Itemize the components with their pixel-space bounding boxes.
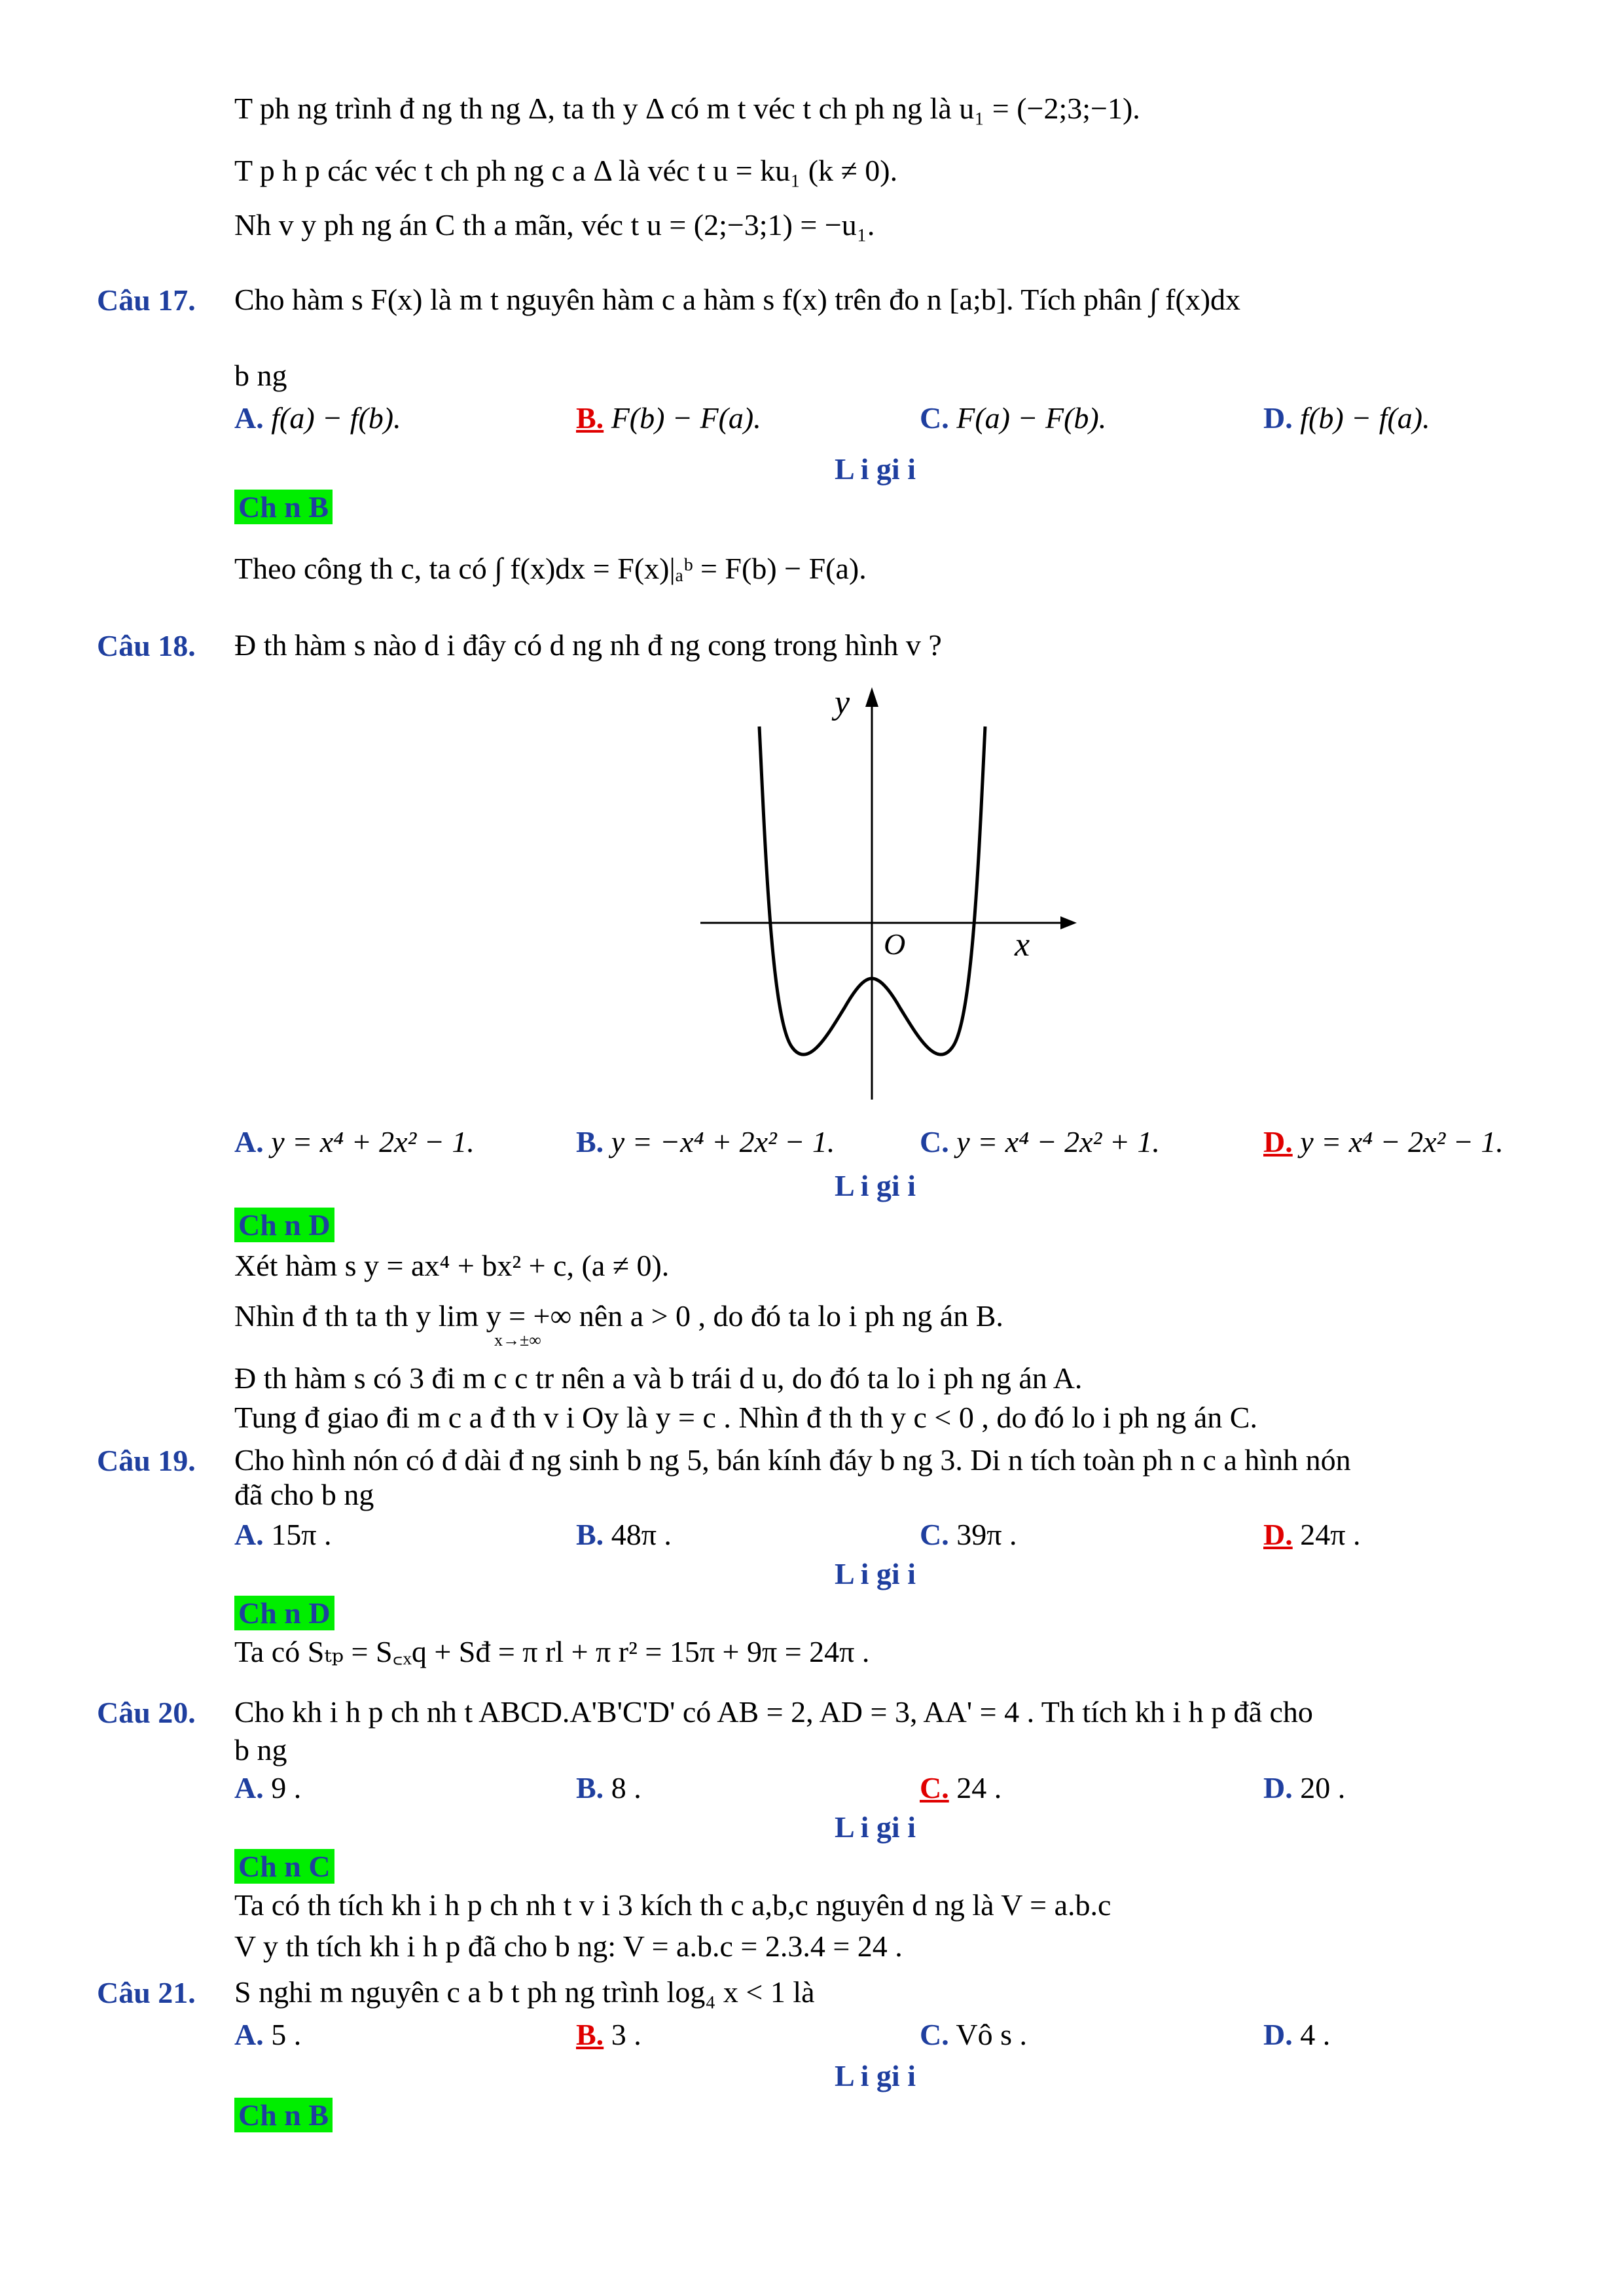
q17-explanation: Theo công th c, ta có ∫ f(x)dx = F(x)|ₐᵇ = F(b) − F(a). xyxy=(234,552,867,585)
option-key: D. xyxy=(1263,1771,1293,1804)
option-text: y = x⁴ + 2x² − 1. xyxy=(271,1125,475,1158)
q17-option-b xyxy=(576,401,761,435)
option-text: 48π . xyxy=(611,1518,672,1551)
question-20-text: Cho kh i h p ch nh t ABCD.A'B'C'D' có AB = 2, AD = 3, AA' = 4 . Th tích kh i h p đã cho xyxy=(234,1695,1313,1729)
q20-option-c xyxy=(920,1770,1001,1805)
q18-option-b xyxy=(576,1124,835,1159)
q21-option-a xyxy=(234,2017,301,2052)
option-key: D. xyxy=(1263,1125,1293,1158)
option-key: A. xyxy=(234,1771,264,1804)
intro-line-3: Nh v y ph ng án C th a mãn, véc t u = (2;−3;1) = −u₁. xyxy=(234,208,875,242)
q18-explanation-3: Đ th hàm s có 3 đi m c c tr nên a và b trái d u, do đó ta lo i ph ng án A. xyxy=(234,1361,1083,1395)
option-key: D. xyxy=(1263,401,1293,435)
q19-option-b xyxy=(576,1517,672,1552)
option-text: 3 . xyxy=(611,2018,641,2051)
q19-solution-heading: L i gi i xyxy=(835,1557,916,1590)
option-text: f(a) − f(b). xyxy=(271,401,401,435)
option-text: F(a) − F(b). xyxy=(956,401,1107,435)
q21-answer-badge: Ch n B xyxy=(234,2098,333,2132)
option-key: A. xyxy=(234,401,264,435)
q19-option-d xyxy=(1263,1517,1360,1552)
question-17-label: Câu 17. xyxy=(97,283,196,317)
y-axis-arrow xyxy=(865,687,878,707)
option-text: 24 . xyxy=(956,1771,1002,1804)
option-text: y = x⁴ − 2x² − 1. xyxy=(1300,1125,1504,1158)
option-text: y = x⁴ − 2x² + 1. xyxy=(956,1125,1160,1158)
question-19-label: Câu 19. xyxy=(97,1444,196,1477)
option-text: 24π . xyxy=(1300,1518,1361,1551)
q20-option-a xyxy=(234,1770,301,1805)
origin-label: O xyxy=(884,927,906,961)
q21-option-d xyxy=(1263,2017,1330,2052)
q19-explanation: Ta có Sₜₚ = S꜀ₓq + Sđ = π rl + π r² = 15π + 9π = 24π . xyxy=(234,1635,870,1668)
question-20-label: Câu 20. xyxy=(97,1696,196,1729)
option-key: B. xyxy=(576,401,604,435)
q20-option-b xyxy=(576,1770,641,1805)
q17-answer-badge: Ch n B xyxy=(234,490,333,524)
question-19-text: Cho hình nón có đ dài đ ng sinh b ng 5, bán kính đáy b ng 3. Di n tích toàn ph n c a hình nón xyxy=(234,1443,1351,1477)
option-text: 4 . xyxy=(1300,2018,1331,2051)
option-key: B. xyxy=(576,1771,604,1804)
option-key: A. xyxy=(234,2018,264,2051)
q18-solution-heading: L i gi i xyxy=(835,1169,916,1202)
question-21-text: S nghi m nguyên c a b t ph ng trình log₄ x < 1 là xyxy=(234,1975,815,2009)
option-text: y = −x⁴ + 2x² − 1. xyxy=(611,1125,835,1158)
y-axis-label: y xyxy=(835,684,850,721)
q17-option-d xyxy=(1263,401,1430,435)
question-17-text: Cho hàm s F(x) là m t nguyên hàm c a hàm s f(x) trên đo n [a;b]. Tích phân ∫ f(x)dx xyxy=(234,283,1241,316)
option-key: B. xyxy=(576,1518,604,1551)
option-text: F(b) − F(a). xyxy=(611,401,761,435)
q17-option-a xyxy=(234,401,401,435)
option-text: 9 . xyxy=(271,1771,302,1804)
option-text: 15π . xyxy=(271,1518,332,1551)
q21-option-b xyxy=(576,2017,641,2052)
q21-option-c xyxy=(920,2017,1027,2052)
intro-line-1: T ph ng trình đ ng th ng Δ, ta th y Δ có m t véc t ch ph ng là u₁ = (−2;3;−1). xyxy=(234,92,1140,125)
question-18-label: Câu 18. xyxy=(97,629,196,662)
option-key: C. xyxy=(920,1518,949,1551)
q20-explanation-1: Ta có th tích kh i h p ch nh t v i 3 kích th c a,b,c nguyên d ng là V = a.b.c xyxy=(234,1888,1111,1922)
quartic-graph xyxy=(694,668,1087,1113)
option-text: Vô s . xyxy=(956,2018,1028,2051)
option-key: C. xyxy=(920,401,949,435)
intro-line-2: T p h p các véc t ch ph ng c a Δ là véc t u = ku₁ (k ≠ 0). xyxy=(234,154,898,187)
q18-option-a xyxy=(234,1124,475,1159)
q20-solution-heading: L i gi i xyxy=(835,1810,916,1844)
question-21-label: Câu 21. xyxy=(97,1976,196,2009)
option-text: 20 . xyxy=(1300,1771,1346,1804)
option-text: 5 . xyxy=(271,2018,302,2051)
option-key: C. xyxy=(920,1771,949,1804)
q19-option-c xyxy=(920,1517,1017,1552)
option-key: A. xyxy=(234,1518,264,1551)
option-text: 39π . xyxy=(956,1518,1017,1551)
q18-option-c xyxy=(920,1124,1160,1159)
q18-option-d xyxy=(1263,1124,1504,1159)
q18-explanation-2: Nhìn đ th ta th y lim y = +∞ nên a > 0 , do đó ta lo i ph ng án B. xyxy=(234,1299,1003,1333)
q19-option-a xyxy=(234,1517,331,1552)
x-axis-arrow xyxy=(1060,916,1077,929)
q18-limit-subscript: x→±∞ xyxy=(494,1331,541,1350)
option-text: 8 . xyxy=(611,1771,641,1804)
q18-answer-badge: Ch n D xyxy=(234,1208,334,1242)
q18-explanation-1: Xét hàm s y = ax⁴ + bx² + c, (a ≠ 0). xyxy=(234,1249,670,1282)
option-text: f(b) − f(a). xyxy=(1300,401,1430,435)
q20-option-d xyxy=(1263,1770,1345,1805)
question-20-text-2: b ng xyxy=(234,1733,287,1767)
q18-explanation-4: Tung đ giao đi m c a đ th v i Oy là y = c . Nhìn đ th th y c < 0 , do đó lo i ph ng án C. xyxy=(234,1401,1257,1434)
option-key: D. xyxy=(1263,1518,1293,1551)
q19-answer-badge: Ch n D xyxy=(234,1596,334,1630)
option-key: A. xyxy=(234,1125,264,1158)
q20-answer-badge: Ch n C xyxy=(234,1849,334,1884)
q17-solution-heading: L i gi i xyxy=(835,452,916,486)
option-key: B. xyxy=(576,2018,604,2051)
question-17-text-2: b ng xyxy=(234,359,287,392)
option-key: D. xyxy=(1263,2018,1293,2051)
option-key: B. xyxy=(576,1125,604,1158)
question-18-text: Đ th hàm s nào d i đây có d ng nh đ ng cong trong hình v ? xyxy=(234,628,942,662)
q21-solution-heading: L i gi i xyxy=(835,2059,916,2092)
q20-explanation-2: V y th tích kh i h p đã cho b ng: V = a.b.c = 2.3.4 = 24 . xyxy=(234,1929,903,1963)
option-key: C. xyxy=(920,1125,949,1158)
q17-option-c xyxy=(920,401,1106,435)
option-key: C. xyxy=(920,2018,949,2051)
question-19-text-2: đã cho b ng xyxy=(234,1478,374,1511)
x-axis-label: x xyxy=(1015,926,1030,963)
